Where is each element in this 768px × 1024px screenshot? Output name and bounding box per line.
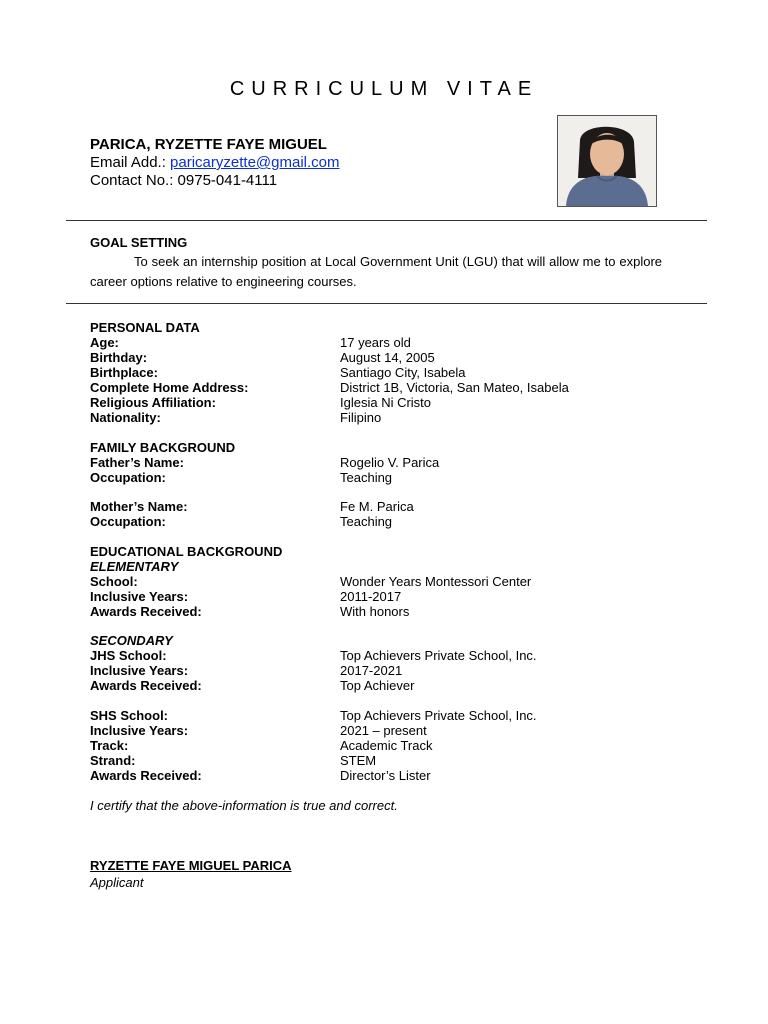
education-row — [90, 723, 690, 738]
row-label: Nationality: — [90, 410, 161, 425]
row-value: Director’s Lister — [340, 768, 431, 783]
row-value: Top Achievers Private School, Inc. — [340, 708, 537, 723]
row-value: Teaching — [340, 514, 393, 529]
education-row — [90, 663, 690, 678]
row-label: Occupation: — [90, 470, 166, 485]
row-label: Occupation: — [90, 514, 166, 529]
row-label: Birthday: — [90, 350, 148, 365]
personal-row — [90, 350, 690, 365]
row-label: Track: — [90, 738, 129, 753]
personal-row — [90, 365, 690, 380]
row-value: 2021 – present — [340, 723, 427, 738]
email-line — [90, 154, 340, 172]
row-value: Rogelio V. Parica — [340, 455, 440, 470]
goal-heading: GOAL SETTING — [90, 235, 188, 250]
contact-label: Contact No.: — [90, 172, 178, 189]
row-label: Awards Received: — [90, 678, 202, 693]
personal-row — [90, 410, 690, 425]
elementary-heading: ELEMENTARY — [90, 559, 179, 574]
applicant-header — [90, 136, 340, 190]
personal-data-heading: PERSONAL DATA — [90, 320, 200, 335]
applicant-photo — [557, 115, 657, 207]
family-background-heading: FAMILY BACKGROUND — [90, 440, 236, 455]
row-value: Iglesia Ni Cristo — [340, 395, 432, 410]
row-label: Inclusive Years: — [90, 723, 189, 738]
contact-number: 0975-041-4111 — [177, 172, 278, 189]
education-row — [90, 574, 690, 589]
divider-bottom — [66, 303, 707, 304]
family-row — [90, 470, 690, 485]
family-row — [90, 499, 690, 514]
education-row — [90, 604, 690, 619]
row-value: STEM — [340, 753, 377, 768]
certification-statement: I certify that the above-information is true and correct. — [90, 798, 398, 813]
applicant-photo-image — [558, 116, 656, 206]
secondary-heading: SECONDARY — [90, 633, 173, 648]
personal-row — [90, 335, 690, 350]
row-value: District 1B, Victoria, San Mateo, Isabela — [340, 380, 569, 395]
mother-section — [90, 499, 690, 529]
row-label: Father’s Name: — [90, 455, 184, 470]
email-label: Email Add.: — [90, 154, 171, 171]
row-value: With honors — [340, 604, 410, 619]
row-value: Filipino — [340, 410, 382, 425]
education-row — [90, 738, 690, 753]
row-label: SHS School: — [90, 708, 169, 723]
row-label: Age: — [90, 335, 119, 350]
row-value: August 14, 2005 — [340, 350, 435, 365]
divider-top — [66, 220, 707, 221]
education-row — [90, 708, 690, 723]
email-link[interactable]: paricaryzette@gmail.com — [170, 154, 340, 171]
row-value: Wonder Years Montessori Center — [340, 574, 532, 589]
row-label: Religious Affiliation: — [90, 395, 216, 410]
family-row — [90, 455, 690, 470]
row-value: 17 years old — [340, 335, 411, 350]
personal-row — [90, 395, 690, 410]
family-background-section — [90, 440, 690, 485]
signer-name: RYZETTE FAYE MIGUEL PARICA — [90, 858, 292, 873]
contact-line — [90, 172, 340, 190]
goal-text: To seek an internship position at Local Government Unit (LGU) that will allow me to explore career options relative to engineering courses. — [90, 254, 662, 289]
row-label: School: — [90, 574, 138, 589]
row-label: Strand: — [90, 753, 136, 768]
row-label: Awards Received: — [90, 768, 202, 783]
row-value: Academic Track — [340, 738, 433, 753]
row-label: Inclusive Years: — [90, 663, 189, 678]
row-label: Awards Received: — [90, 604, 202, 619]
family-row — [90, 514, 690, 529]
row-value: Top Achiever — [340, 678, 415, 693]
education-heading: EDUCATIONAL BACKGROUND — [90, 544, 283, 559]
signer-role: Applicant — [90, 875, 144, 890]
row-label: JHS School: — [90, 648, 167, 663]
education-row — [90, 589, 690, 604]
document-title: CURRICULUM VITAE — [229, 78, 539, 100]
row-value: Fe M. Parica — [340, 499, 414, 514]
row-value: 2011-2017 — [340, 589, 402, 604]
row-value: Santiago City, Isabela — [340, 365, 466, 380]
row-label: Mother’s Name: — [90, 499, 188, 514]
shs-section — [90, 708, 690, 783]
secondary-section — [90, 633, 690, 693]
education-row — [90, 753, 690, 768]
applicant-name: PARICA, RYZETTE FAYE MIGUEL — [90, 136, 327, 153]
education-row — [90, 648, 690, 663]
row-value: Top Achievers Private School, Inc. — [340, 648, 537, 663]
row-value: 2017-2021 — [340, 663, 403, 678]
row-label: Birthplace: — [90, 365, 158, 380]
personal-data-section — [90, 320, 690, 425]
education-row — [90, 768, 690, 783]
row-value: Teaching — [340, 470, 393, 485]
row-label: Inclusive Years: — [90, 589, 189, 604]
education-row — [90, 678, 690, 693]
personal-row — [90, 380, 690, 395]
row-label: Complete Home Address: — [90, 380, 249, 395]
educational-background-section — [90, 544, 690, 619]
